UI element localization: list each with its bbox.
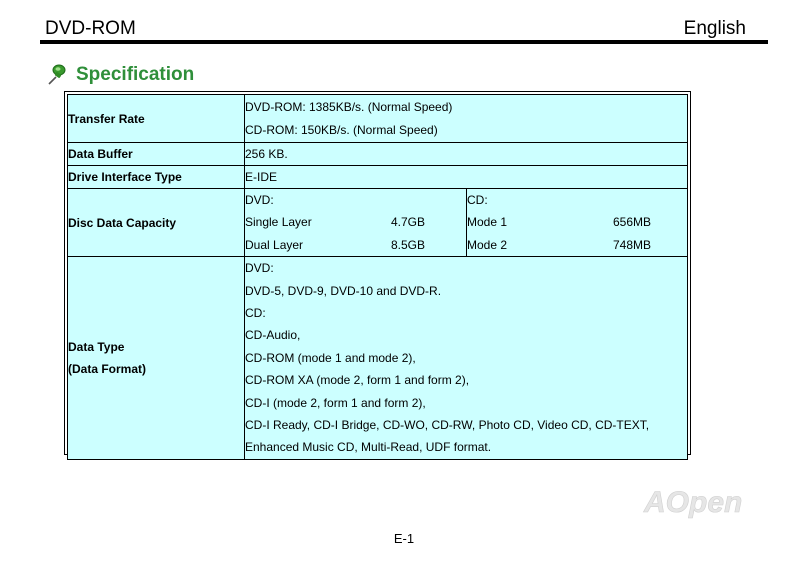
- data-type-label-line1: Data Type: [68, 339, 125, 354]
- interface-value: E-IDE: [245, 166, 688, 189]
- header-title: DVD-ROM: [45, 18, 136, 39]
- capacity-dvd-heading: DVD:: [245, 193, 274, 207]
- data-type-value: [245, 257, 688, 460]
- data-type-line: CD-I Ready, CD-I Bridge, CD-WO, CD-RW, Photo CD, Video CD, CD-TEXT,: [245, 417, 650, 432]
- list-item: [245, 234, 466, 256]
- table-row: [68, 166, 688, 189]
- header-rule: [40, 40, 768, 44]
- data-type-label-line2: (Data Format): [68, 361, 147, 376]
- table-row: [68, 95, 688, 143]
- data-type-line: CD-I (mode 2, form 1 and form 2),: [245, 395, 426, 410]
- capacity-cd-heading: CD:: [467, 193, 488, 207]
- aopen-logo-icon: [642, 484, 772, 520]
- data-buffer-value: 256 KB.: [245, 143, 688, 166]
- table-row: [68, 189, 688, 257]
- section-heading: [46, 62, 194, 88]
- data-type-line: CD:: [245, 305, 266, 320]
- list-item: [467, 211, 687, 233]
- capacity-dvd-dual-size: 8.5GB: [391, 237, 426, 252]
- data-type-line: CD-ROM (mode 1 and mode 2),: [245, 350, 416, 365]
- capacity-cd-mode2-size: 748MB: [613, 237, 652, 252]
- capacity-label: Disc Data Capacity: [68, 189, 245, 257]
- list-item: [245, 211, 466, 233]
- capacity-cd-mode1-size: 656MB: [613, 215, 652, 230]
- list-item: [467, 234, 687, 256]
- spec-table-frame: [64, 91, 691, 455]
- transfer-rate-dvd: DVD-ROM: 1385KB/s. (Normal Speed): [245, 100, 453, 115]
- data-type-line: DVD-5, DVD-9, DVD-10 and DVD-R.: [245, 283, 442, 298]
- data-type-line: DVD:: [245, 261, 274, 276]
- capacity-cd-mode1-name: Mode 1: [467, 215, 508, 230]
- capacity-dvd: [245, 189, 467, 257]
- data-type-label: [68, 257, 245, 460]
- data-type-line: CD-ROM XA (mode 2, form 1 and form 2),: [245, 373, 470, 388]
- header-language: English: [683, 18, 746, 39]
- logo-text: AOpen: [644, 486, 743, 519]
- section-title: Specification: [76, 64, 195, 85]
- capacity-cd: [467, 189, 688, 257]
- pushpin-icon: [46, 64, 68, 86]
- capacity-dvd-single-size: 4.7GB: [391, 215, 426, 230]
- data-buffer-label: Data Buffer: [68, 143, 245, 166]
- data-type-line: Enhanced Music CD, Multi-Read, UDF format.: [245, 440, 492, 455]
- table-row: [68, 257, 688, 460]
- table-row: [68, 143, 688, 166]
- capacity-dvd-single-name: Single Layer: [245, 215, 312, 230]
- interface-label: Drive Interface Type: [68, 166, 245, 189]
- spec-table: [67, 94, 688, 460]
- capacity-cd-mode2-name: Mode 2: [467, 237, 508, 252]
- page-number: E-1: [393, 531, 415, 546]
- transfer-rate-label: Transfer Rate: [68, 95, 245, 143]
- capacity-dvd-dual-name: Dual Layer: [245, 237, 304, 252]
- transfer-rate-cd: CD-ROM: 150KB/s. (Normal Speed): [245, 122, 438, 137]
- data-type-line: CD-Audio,: [245, 328, 301, 343]
